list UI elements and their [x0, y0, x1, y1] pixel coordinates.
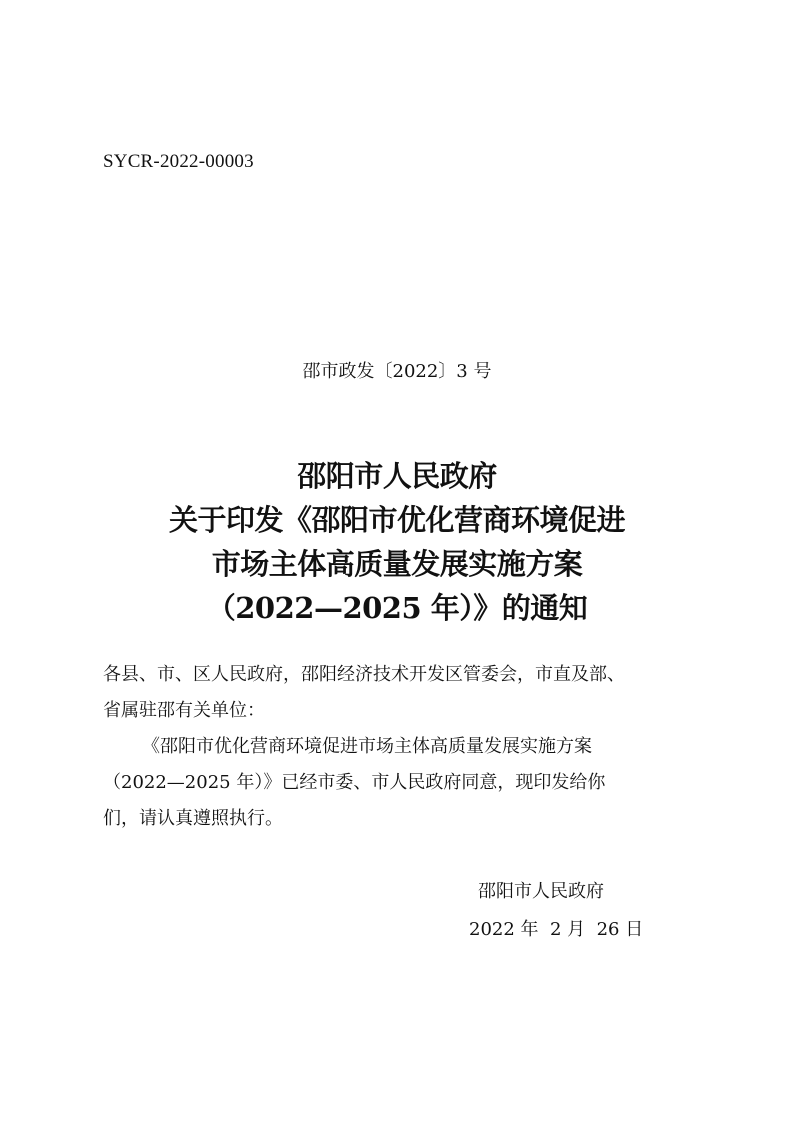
document-code: SYCR-2022-00003: [103, 151, 254, 172]
body-line-3: 们，请认真遵照执行。: [103, 808, 283, 829]
signature: 邵阳市人民政府: [478, 881, 604, 902]
title-line-3: 市场主体高质量发展实施方案: [211, 547, 583, 581]
body-line-1: 《邵阳市优化营商环境促进市场主体高质量发展实施方案: [142, 736, 592, 757]
document-body: [103, 657, 693, 837]
body-line-2: （2022—2025 年）》已经市委、市人民政府同意，现印发给你: [103, 772, 606, 793]
recipients-line-1: 各县、市、区人民政府，邵阳经济技术开发区管委会，市直及部、: [103, 664, 625, 685]
document-number: 邵市政发〔2022〕3 号: [302, 361, 492, 382]
issue-date: 2022 年 2 月 26 日: [469, 919, 644, 940]
title-line-1: 邵阳市人民政府: [297, 459, 497, 493]
title-line-2: 关于印发《邵阳市优化营商环境促进: [168, 503, 625, 537]
title-line-4: （2022—2025 年）》的通知: [206, 591, 588, 625]
document-title: [0, 454, 794, 630]
recipients-line-2: 省属驻邵有关单位：: [103, 700, 265, 721]
